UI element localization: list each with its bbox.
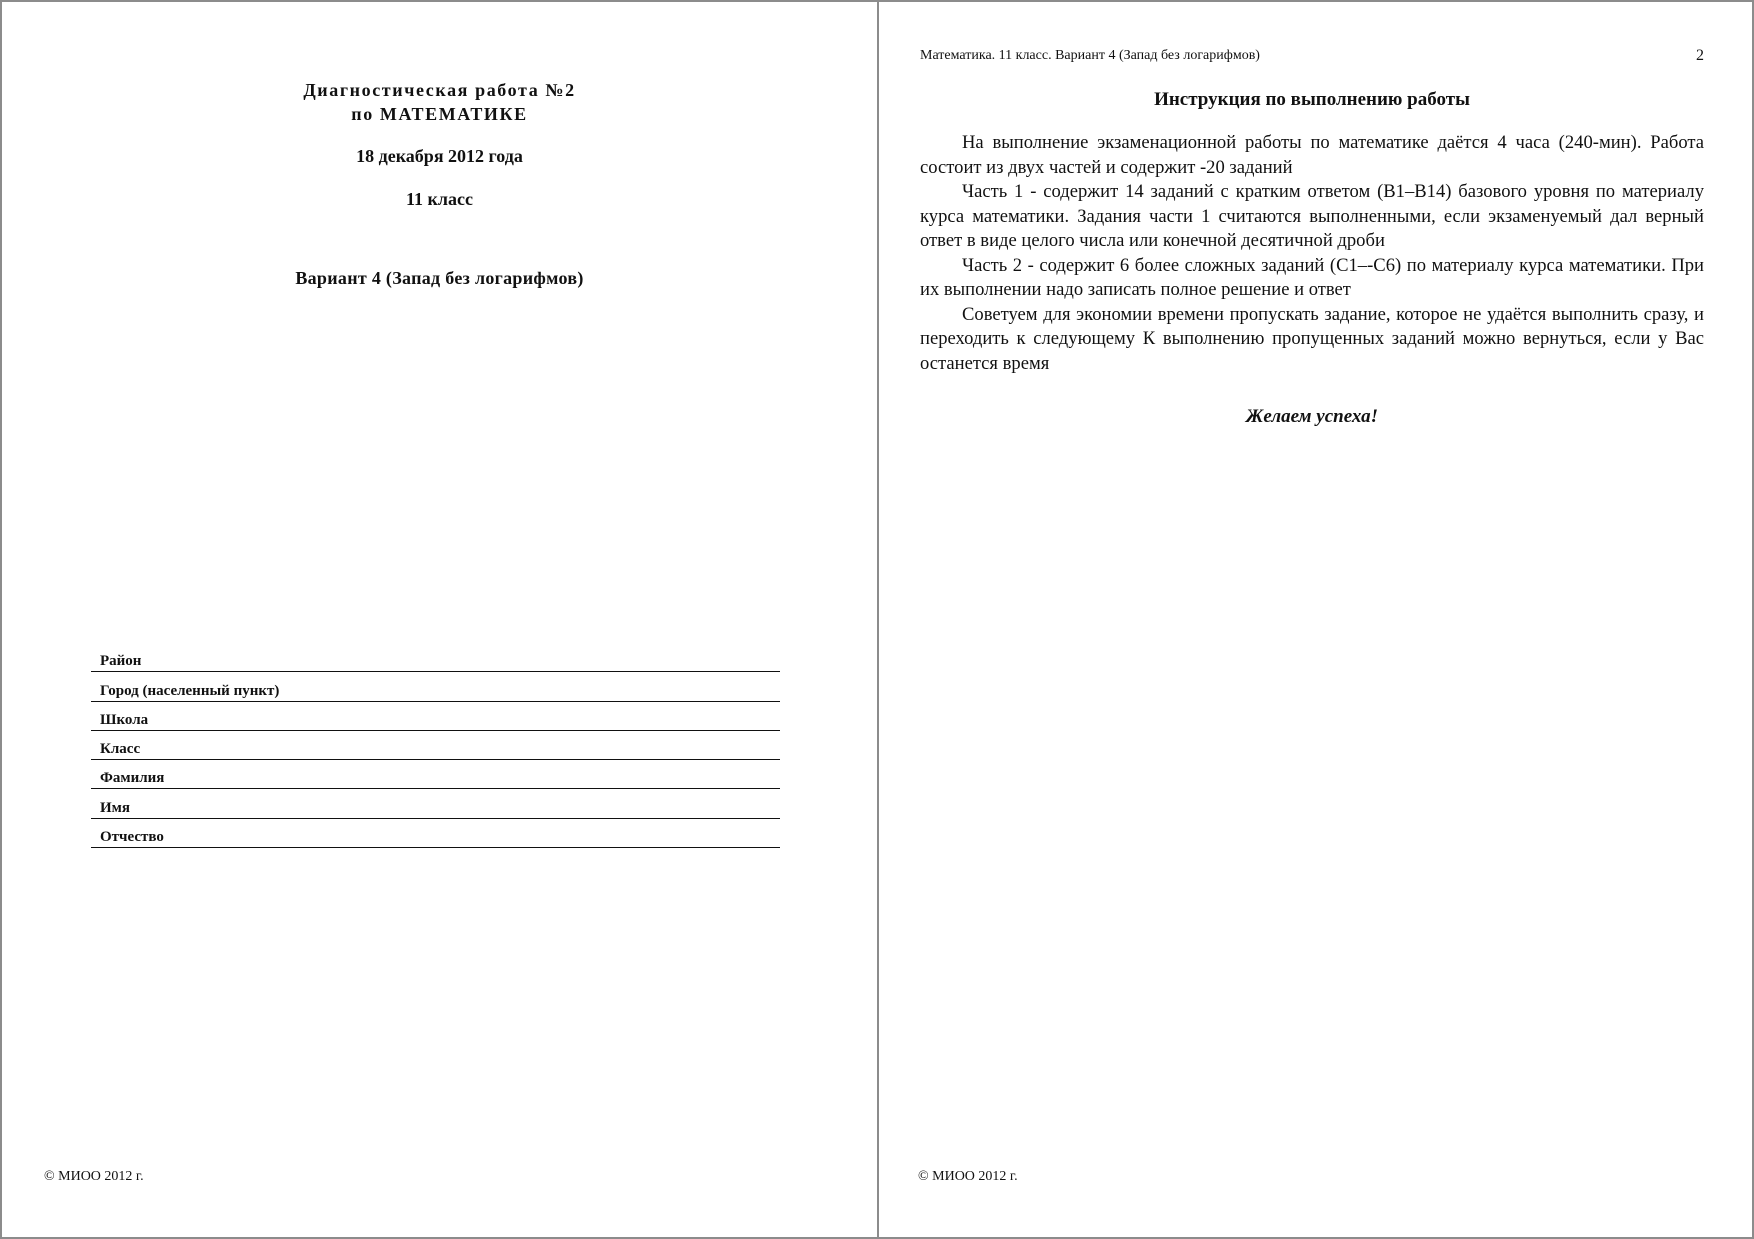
- document-title: Диагностическая работа №2: [303, 80, 576, 100]
- instruction-paragraph-duration: На выполнение экзаменационной работы по математике даётся 4 часа (240-мин). Работа состоит из двух частей и содержит ‐20 заданий: [920, 132, 1704, 178]
- form-label-patronymic: Отчество: [100, 829, 164, 846]
- page-divider: [877, 2, 879, 1237]
- grade-label: 11 класс: [406, 189, 473, 209]
- exam-date: 18 декабря 2012 года: [356, 146, 523, 166]
- subject-title: по МАТЕМАТИКЕ: [351, 104, 528, 124]
- form-row-patronymic: [91, 819, 780, 848]
- instruction-paragraph-part1: Часть 1 ‐ содержит 14 заданий с кратким ответом (В1–В14) базового уровня по материалу курса математики. Задания части 1 считаются выполненными, если экзаменуемый дал верный ответ в виде целого числа или конечной десятичной дроби: [920, 181, 1704, 251]
- instructions-body: [920, 131, 1704, 376]
- form-label-class: Класс: [100, 741, 141, 758]
- form-row-school: [91, 702, 780, 731]
- form-row-class: [91, 731, 780, 760]
- instructions-page: [880, 2, 1752, 1237]
- form-row-surname: [91, 760, 780, 789]
- form-row-first-name: [91, 789, 780, 818]
- form-label-surname: Фамилия: [100, 770, 165, 787]
- form-label-first-name: Имя: [100, 799, 130, 816]
- form-label-city: Город (населенный пункт): [100, 682, 280, 699]
- student-info-form: [91, 643, 780, 848]
- instruction-paragraph-advice: Советуем для экономии времени пропускать задание, которое не удаётся выполнить сразу, и переходить к следующему К выполнению пропущенных заданий можно вернуться, если у Вас останется время: [920, 303, 1704, 374]
- page-number: 2: [1696, 47, 1704, 64]
- form-label-school: Школа: [100, 711, 149, 728]
- good-luck-wish: Желаем успеха!: [1245, 406, 1379, 427]
- running-header: [920, 46, 1704, 66]
- copyright-left: © МИОО 2012 г.: [44, 1169, 144, 1184]
- title-page: [2, 2, 877, 1237]
- variant-label: Вариант 4 (Запад без логарифмов): [295, 268, 584, 288]
- form-label-district: Район: [100, 653, 142, 670]
- running-header-title: Математика. 11 класс. Вариант 4 (Запад без логарифмов): [920, 48, 1260, 63]
- title-block: [2, 78, 877, 290]
- form-row-district: [91, 643, 780, 672]
- copyright-right: © МИОО 2012 г.: [918, 1169, 1018, 1184]
- form-row-city: [91, 672, 780, 701]
- instruction-paragraph-part2: Часть 2 ‐ содержит 6 более сложных заданий (С1–‐С6) по материалу курса математики. При их выполнении надо записать полное решение и ответ: [920, 254, 1704, 300]
- instructions-heading: Инструкция по выполнению работы: [1154, 89, 1470, 110]
